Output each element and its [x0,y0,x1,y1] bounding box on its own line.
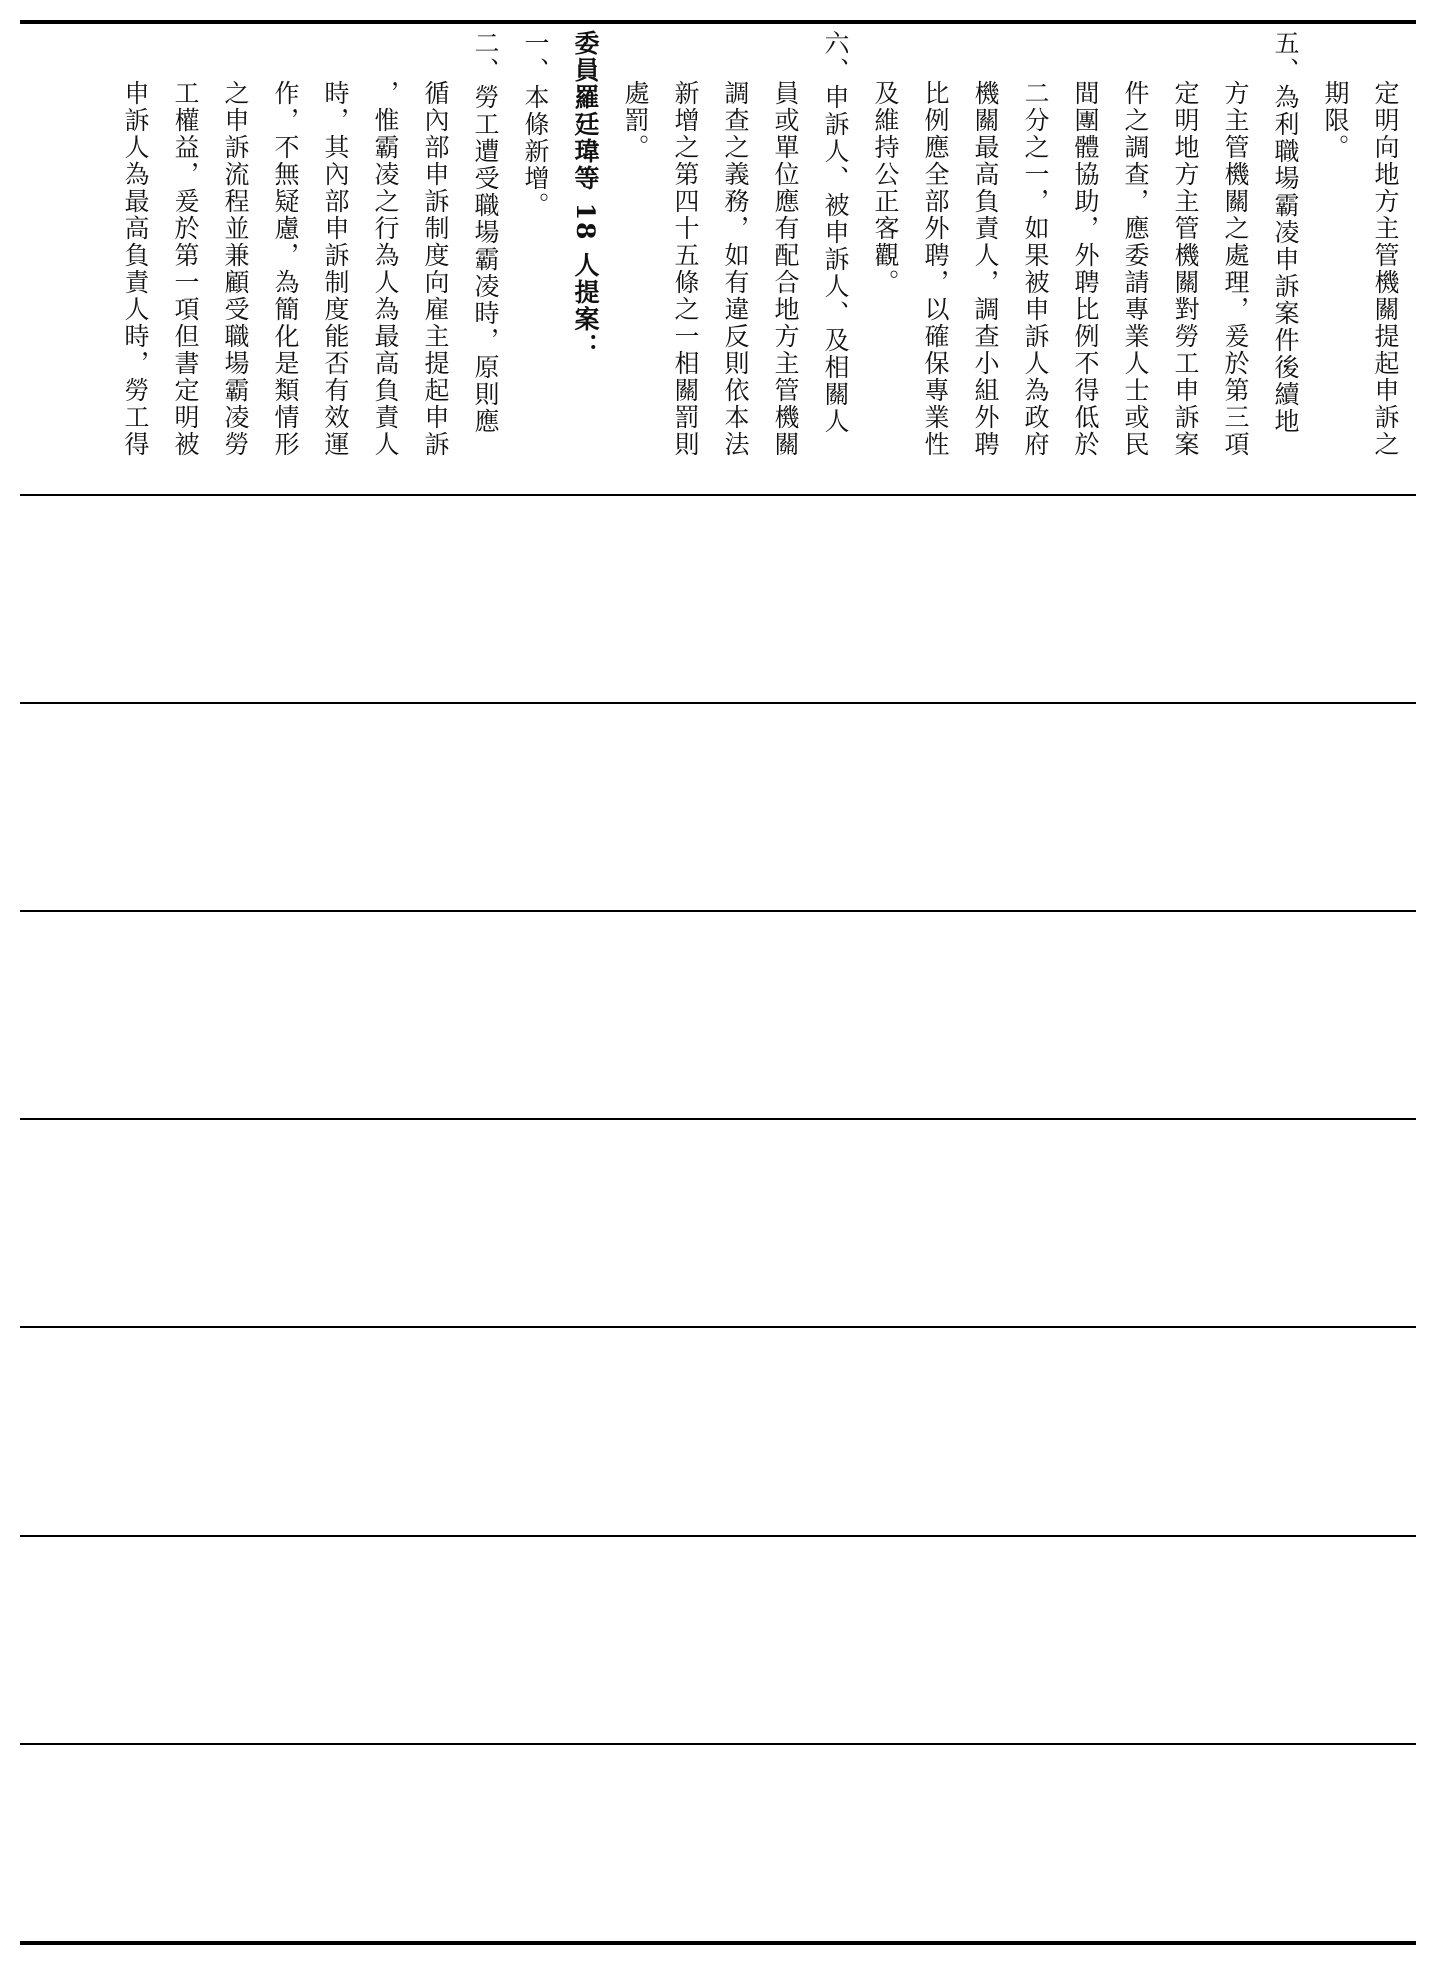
text-line: 及維持公正客觀。 [871,80,900,296]
text-line: 期限。 [1321,80,1350,161]
row-divider [20,910,1416,912]
row-divider [20,1118,1416,1120]
text-line: ，惟霸凌之行為人為最高負責人 [371,80,400,458]
text-line: 之申訴流程並兼顧受職場霸凌勞 [221,80,250,458]
text-line: 申訴人為最高負責人時，勞工得 [121,80,150,458]
row-divider [20,1743,1416,1745]
text-line: 工權益，爰於第一項但書定明被 [171,80,200,458]
text-line: 機關最高負責人，調查小組外聘 [971,80,1000,458]
text-line: 六、申訴人、被申訴人、及相關人 [821,30,850,435]
text-line: 件之調查，應委請專業人士或民 [1121,80,1150,458]
text-line: 方主管機關之處理，爰於第三項 [1221,80,1250,458]
row-divider [20,702,1416,704]
text-line: 員或單位應有配合地方主管機關 [771,80,800,458]
text-line: 循內部申訴制度向雇主提起申訴 [421,80,450,458]
text-line: 五、為利職場霸凌申訴案件後續地 [1271,30,1300,435]
text-line: 定明向地方主管機關提起申訴之 [1371,80,1400,458]
text-line: 間團體協助，外聘比例不得低於 [1071,80,1100,458]
text-line: 二、勞工遭受職場霸凌時，原則應 [471,30,500,435]
row-divider [20,494,1416,496]
text-line: 二分之一，如果被申訴人為政府 [1021,80,1050,458]
vertical-text-column [110,30,1410,480]
text-line: 調查之義務，如有違反則依本法 [721,80,750,458]
text-line: 時，其內部申訴制度能否有效運 [321,80,350,458]
text-line: 作，不無疑慮，為簡化是類情形 [271,80,300,458]
text-line: 一、本條新增。 [521,30,550,219]
bottom-border-rule [20,1941,1416,1945]
top-border-rule [20,20,1416,24]
text-line: 定明地方主管機關對勞工申訴案 [1171,80,1200,458]
row-divider [20,1326,1416,1328]
row-divider [20,1535,1416,1537]
text-line: 比例應全部外聘，以確保專業性 [921,80,950,458]
text-line: 處罰。 [621,80,650,161]
text-line: 新增之第四十五條之一相關罰則 [671,80,700,458]
proposal-heading: 委員羅廷瑋等 18 人提案： [571,30,600,361]
